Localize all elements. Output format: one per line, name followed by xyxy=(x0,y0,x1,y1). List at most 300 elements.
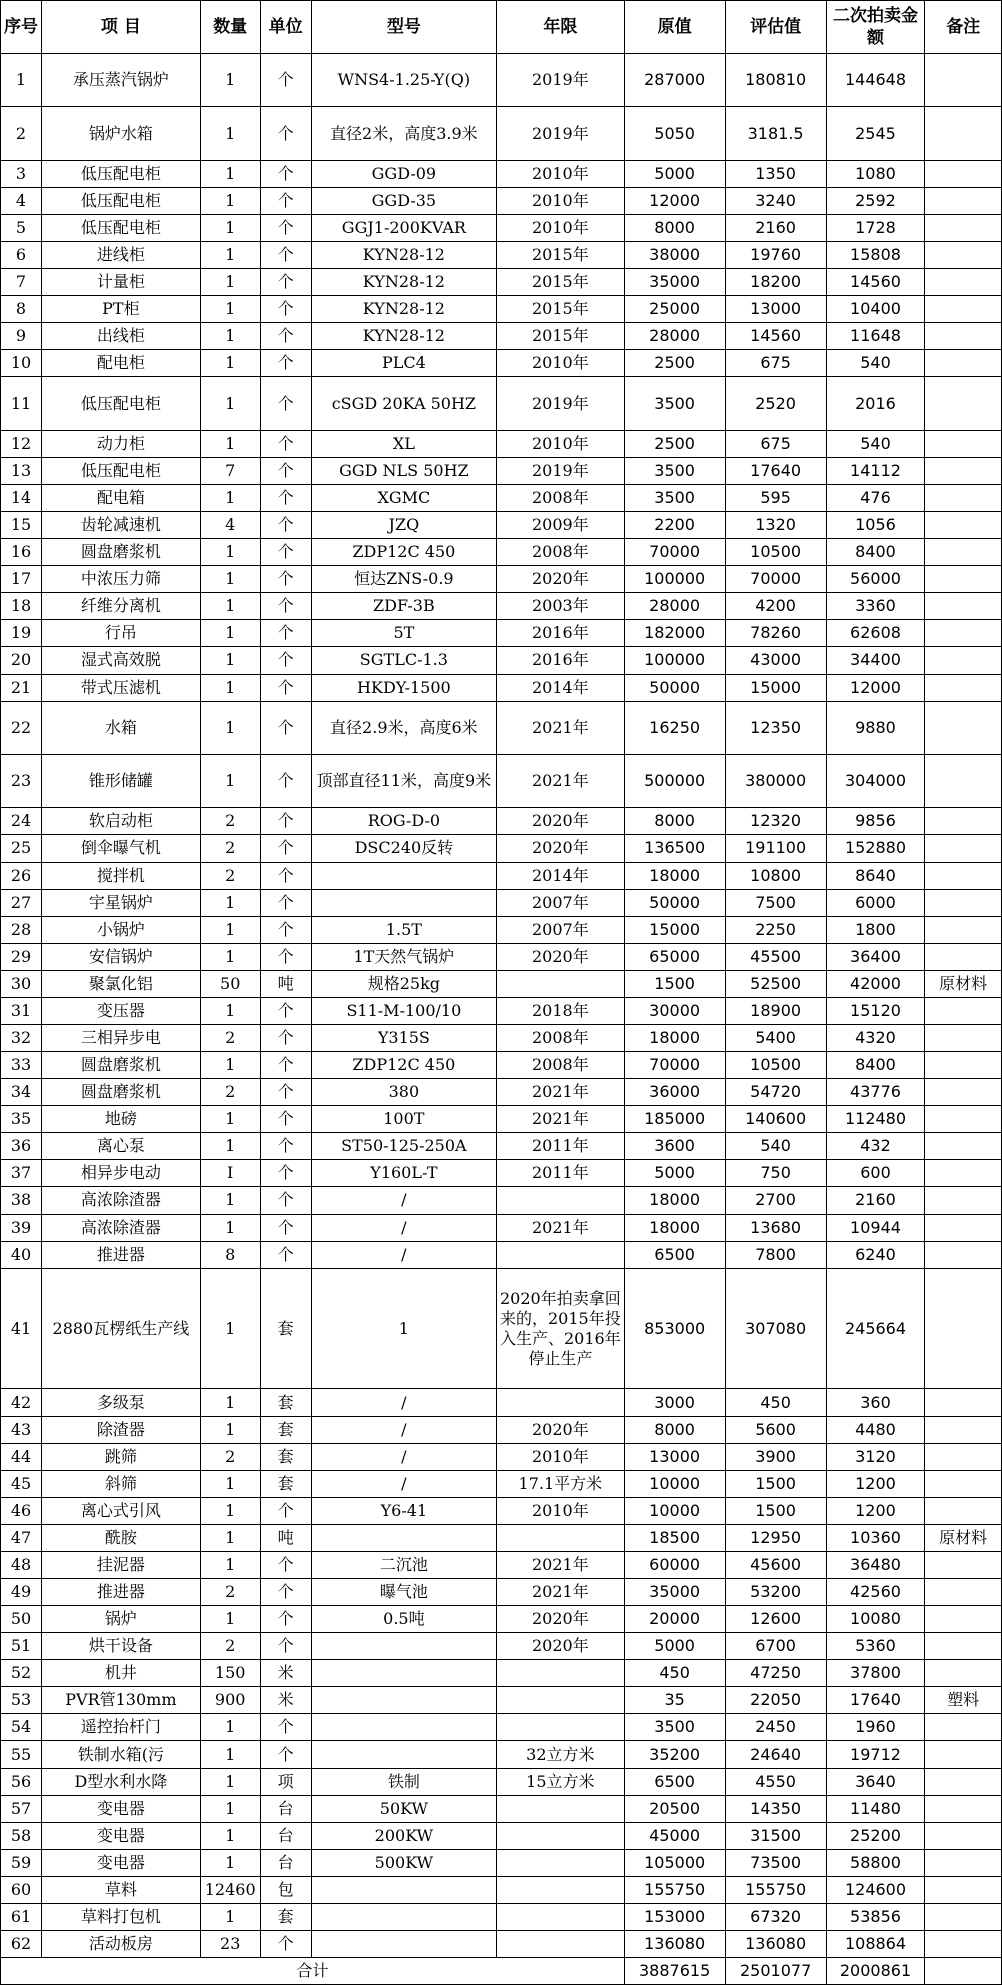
note-cell xyxy=(925,1660,1002,1687)
assessed-value-cell: 53200 xyxy=(725,1579,826,1606)
item-cell: 纤维分离机 xyxy=(42,593,201,620)
index-cell: 16 xyxy=(1,539,42,566)
item-cell: 烘干设备 xyxy=(42,1633,201,1660)
unit-cell: 个 xyxy=(260,1187,311,1214)
year-cell: 2018年 xyxy=(497,997,625,1024)
item-cell: 软启动柜 xyxy=(42,808,201,835)
index-cell: 23 xyxy=(1,754,42,807)
auction-amount-cell: 14560 xyxy=(826,269,925,296)
unit-cell: 套 xyxy=(260,1389,311,1416)
table-row xyxy=(1,1660,1002,1687)
assessed-value-cell: 10500 xyxy=(725,539,826,566)
item-cell: 进线柜 xyxy=(42,242,201,269)
note-cell xyxy=(925,1741,1002,1768)
year-cell: 2010年 xyxy=(497,214,625,241)
model-cell: 二沉池 xyxy=(311,1551,496,1578)
assessed-value-cell: 450 xyxy=(725,1389,826,1416)
original-value-cell: 70000 xyxy=(624,539,725,566)
index-cell: 56 xyxy=(1,1768,42,1795)
auction-amount-cell: 8640 xyxy=(826,862,925,889)
original-value-cell: 450 xyxy=(624,1660,725,1687)
item-cell: 带式压滤机 xyxy=(42,674,201,701)
unit-cell: 个 xyxy=(260,1214,311,1241)
unit-cell: 个 xyxy=(260,808,311,835)
qty-cell: 1 xyxy=(200,1052,260,1079)
note-cell xyxy=(925,1768,1002,1795)
year-cell: 2020年 xyxy=(497,835,625,862)
auction-amount-cell: 19712 xyxy=(826,1741,925,1768)
assessed-value-cell: 70000 xyxy=(725,566,826,593)
item-cell: 2880瓦楞纸生产线 xyxy=(42,1268,201,1389)
original-value-cell: 2500 xyxy=(624,430,725,457)
original-value-cell: 18000 xyxy=(624,862,725,889)
assessed-value-cell: 191100 xyxy=(725,835,826,862)
auction-amount-cell: 3120 xyxy=(826,1443,925,1470)
original-value-cell: 6500 xyxy=(624,1768,725,1795)
model-cell: GGD NLS 50HZ xyxy=(311,457,496,484)
qty-cell: 1 xyxy=(200,1849,260,1876)
note-cell xyxy=(925,1795,1002,1822)
note-cell xyxy=(925,835,1002,862)
auction-amount-cell: 15808 xyxy=(826,242,925,269)
col-assessed-header: 评估值 xyxy=(725,1,826,54)
auction-amount-cell: 540 xyxy=(826,350,925,377)
auction-amount-cell: 58800 xyxy=(826,1849,925,1876)
note-cell xyxy=(925,1106,1002,1133)
index-cell: 50 xyxy=(1,1606,42,1633)
table-row xyxy=(1,862,1002,889)
model-cell: 50KW xyxy=(311,1795,496,1822)
assessed-value-cell: 1350 xyxy=(725,160,826,187)
unit-cell: 个 xyxy=(260,1079,311,1106)
model-cell xyxy=(311,889,496,916)
index-cell: 46 xyxy=(1,1497,42,1524)
original-value-cell: 13000 xyxy=(624,1443,725,1470)
original-value-cell: 50000 xyxy=(624,674,725,701)
index-cell: 26 xyxy=(1,862,42,889)
item-cell: 湿式高效脱 xyxy=(42,647,201,674)
note-cell xyxy=(925,1849,1002,1876)
unit-cell: 米 xyxy=(260,1687,311,1714)
note-cell xyxy=(925,1497,1002,1524)
assessed-value-cell: 22050 xyxy=(725,1687,826,1714)
index-cell: 40 xyxy=(1,1241,42,1268)
assessed-value-cell: 675 xyxy=(725,430,826,457)
index-cell: 21 xyxy=(1,674,42,701)
table-row xyxy=(1,1931,1002,1958)
table-row xyxy=(1,620,1002,647)
note-cell xyxy=(925,701,1002,754)
assessed-value-cell: 155750 xyxy=(725,1876,826,1903)
qty-cell: 1 xyxy=(200,1268,260,1389)
table-row xyxy=(1,187,1002,214)
assessed-value-cell: 10800 xyxy=(725,862,826,889)
note-cell xyxy=(925,754,1002,807)
assessed-value-cell: 750 xyxy=(725,1160,826,1187)
item-cell: 挂泥器 xyxy=(42,1551,201,1578)
index-cell: 19 xyxy=(1,620,42,647)
note-cell xyxy=(925,214,1002,241)
assessed-value-cell: 13000 xyxy=(725,296,826,323)
year-cell xyxy=(497,1389,625,1416)
qty-cell: 1 xyxy=(200,296,260,323)
col-year-header: 年限 xyxy=(497,1,625,54)
auction-amount-cell: 2160 xyxy=(826,1187,925,1214)
table-row xyxy=(1,512,1002,539)
index-cell: 49 xyxy=(1,1579,42,1606)
assessed-value-cell: 18900 xyxy=(725,997,826,1024)
note-cell xyxy=(925,1579,1002,1606)
note-cell xyxy=(925,647,1002,674)
unit-cell: 个 xyxy=(260,997,311,1024)
auction-amount-cell: 4320 xyxy=(826,1024,925,1051)
original-value-cell: 5000 xyxy=(624,160,725,187)
unit-cell: 套 xyxy=(260,1416,311,1443)
model-cell: Y160L-T xyxy=(311,1160,496,1187)
note-cell xyxy=(925,1551,1002,1578)
index-cell: 38 xyxy=(1,1187,42,1214)
qty-cell: 1 xyxy=(200,1714,260,1741)
year-cell: 2014年 xyxy=(497,862,625,889)
original-value-cell: 8000 xyxy=(624,1416,725,1443)
item-cell: 圆盘磨浆机 xyxy=(42,539,201,566)
model-cell: GGD-35 xyxy=(311,187,496,214)
year-cell xyxy=(497,1903,625,1930)
qty-cell: 23 xyxy=(200,1931,260,1958)
item-cell: 计量柜 xyxy=(42,269,201,296)
unit-cell: 个 xyxy=(260,1741,311,1768)
index-cell: 18 xyxy=(1,593,42,620)
assessed-value-cell: 45600 xyxy=(725,1551,826,1578)
total-original-value: 3887615 xyxy=(624,1958,725,1985)
auction-amount-cell: 25200 xyxy=(826,1822,925,1849)
note-cell xyxy=(925,566,1002,593)
assessed-value-cell: 17640 xyxy=(725,457,826,484)
note-cell xyxy=(925,1822,1002,1849)
table-row xyxy=(1,430,1002,457)
auction-amount-cell: 8400 xyxy=(826,1052,925,1079)
unit-cell: 个 xyxy=(260,242,311,269)
item-cell: 搅拌机 xyxy=(42,862,201,889)
table-row xyxy=(1,457,1002,484)
year-cell xyxy=(497,1714,625,1741)
unit-cell: 个 xyxy=(260,377,311,430)
note-cell xyxy=(925,1443,1002,1470)
model-cell: 1 xyxy=(311,1268,496,1389)
note-cell xyxy=(925,54,1002,107)
original-value-cell: 3500 xyxy=(624,484,725,511)
year-cell: 2010年 xyxy=(497,350,625,377)
item-cell: 多级泵 xyxy=(42,1389,201,1416)
table-row xyxy=(1,1795,1002,1822)
unit-cell: 吨 xyxy=(260,970,311,997)
assessed-value-cell: 3900 xyxy=(725,1443,826,1470)
table-row xyxy=(1,1606,1002,1633)
auction-amount-cell: 152880 xyxy=(826,835,925,862)
original-value-cell: 10000 xyxy=(624,1497,725,1524)
year-cell: 2016年 xyxy=(497,647,625,674)
assessed-value-cell: 31500 xyxy=(725,1822,826,1849)
model-cell: 100T xyxy=(311,1106,496,1133)
assessed-value-cell: 78260 xyxy=(725,620,826,647)
item-cell: 酰胺 xyxy=(42,1524,201,1551)
auction-amount-cell: 1200 xyxy=(826,1497,925,1524)
unit-cell: 个 xyxy=(260,1931,311,1958)
item-cell: 推进器 xyxy=(42,1579,201,1606)
model-cell: KYN28-12 xyxy=(311,242,496,269)
item-cell: 出线柜 xyxy=(42,323,201,350)
model-cell: DSC240反转 xyxy=(311,835,496,862)
unit-cell: 套 xyxy=(260,1268,311,1389)
table-row xyxy=(1,701,1002,754)
index-cell: 3 xyxy=(1,160,42,187)
original-value-cell: 8000 xyxy=(624,214,725,241)
auction-amount-cell: 124600 xyxy=(826,1876,925,1903)
index-cell: 48 xyxy=(1,1551,42,1578)
model-cell: 0.5吨 xyxy=(311,1606,496,1633)
model-cell xyxy=(311,1687,496,1714)
note-cell xyxy=(925,1416,1002,1443)
qty-cell: 2 xyxy=(200,1024,260,1051)
note-cell xyxy=(925,1876,1002,1903)
index-cell: 60 xyxy=(1,1876,42,1903)
auction-amount-cell: 42560 xyxy=(826,1579,925,1606)
year-cell xyxy=(497,1660,625,1687)
item-cell: 斜筛 xyxy=(42,1470,201,1497)
table-row xyxy=(1,1268,1002,1389)
model-cell: ZDP12C 450 xyxy=(311,1052,496,1079)
unit-cell: 个 xyxy=(260,1633,311,1660)
unit-cell: 台 xyxy=(260,1795,311,1822)
model-cell: / xyxy=(311,1416,496,1443)
qty-cell: 1 xyxy=(200,701,260,754)
table-row xyxy=(1,377,1002,430)
table-row xyxy=(1,1079,1002,1106)
unit-cell: 台 xyxy=(260,1849,311,1876)
auction-amount-cell: 10360 xyxy=(826,1524,925,1551)
original-value-cell: 8000 xyxy=(624,808,725,835)
unit-cell: 个 xyxy=(260,1024,311,1051)
year-cell: 2021年 xyxy=(497,1079,625,1106)
auction-amount-cell: 112480 xyxy=(826,1106,925,1133)
qty-cell: 1 xyxy=(200,1903,260,1930)
model-cell: / xyxy=(311,1470,496,1497)
auction-amount-cell: 37800 xyxy=(826,1660,925,1687)
note-cell xyxy=(925,269,1002,296)
auction-amount-cell: 36400 xyxy=(826,943,925,970)
auction-amount-cell: 8400 xyxy=(826,539,925,566)
table-row xyxy=(1,1633,1002,1660)
table-row xyxy=(1,1579,1002,1606)
unit-cell: 个 xyxy=(260,1052,311,1079)
item-cell: 地磅 xyxy=(42,1106,201,1133)
unit-cell: 套 xyxy=(260,1443,311,1470)
item-cell: 齿轮减速机 xyxy=(42,512,201,539)
original-value-cell: 5000 xyxy=(624,1633,725,1660)
model-cell: JZQ xyxy=(311,512,496,539)
auction-amount-cell: 476 xyxy=(826,484,925,511)
model-cell xyxy=(311,1714,496,1741)
total-auction-amount: 2000861 xyxy=(826,1958,925,1985)
qty-cell: 150 xyxy=(200,1660,260,1687)
table-row xyxy=(1,107,1002,160)
total-row xyxy=(1,1958,1002,1985)
qty-cell: 4 xyxy=(200,512,260,539)
original-value-cell: 100000 xyxy=(624,647,725,674)
auction-amount-cell: 144648 xyxy=(826,54,925,107)
item-cell: 圆盘磨浆机 xyxy=(42,1052,201,1079)
qty-cell: 1 xyxy=(200,1416,260,1443)
original-value-cell: 50000 xyxy=(624,889,725,916)
item-cell: 铁制水箱(污 xyxy=(42,1741,201,1768)
item-cell: 草料 xyxy=(42,1876,201,1903)
qty-cell: 1 xyxy=(200,1768,260,1795)
model-cell: S11-M-100/10 xyxy=(311,997,496,1024)
auction-amount-cell: 34400 xyxy=(826,647,925,674)
year-cell: 2015年 xyxy=(497,323,625,350)
unit-cell: 个 xyxy=(260,457,311,484)
assessed-value-cell: 3181.5 xyxy=(725,107,826,160)
auction-amount-cell: 540 xyxy=(826,430,925,457)
auction-amount-cell: 2016 xyxy=(826,377,925,430)
year-cell xyxy=(497,1187,625,1214)
unit-cell: 个 xyxy=(260,350,311,377)
item-cell: 水箱 xyxy=(42,701,201,754)
assessed-value-cell: 10500 xyxy=(725,1052,826,1079)
note-cell xyxy=(925,350,1002,377)
qty-cell: 1 xyxy=(200,160,260,187)
item-cell: 变电器 xyxy=(42,1849,201,1876)
auction-amount-cell: 1080 xyxy=(826,160,925,187)
auction-amount-cell: 108864 xyxy=(826,1931,925,1958)
auction-amount-cell: 360 xyxy=(826,1389,925,1416)
item-cell: 宇星锅炉 xyxy=(42,889,201,916)
table-row xyxy=(1,1024,1002,1051)
col-unit-header: 单位 xyxy=(260,1,311,54)
qty-cell: 1 xyxy=(200,269,260,296)
model-cell xyxy=(311,1903,496,1930)
auction-amount-cell: 15120 xyxy=(826,997,925,1024)
original-value-cell: 3000 xyxy=(624,1389,725,1416)
item-cell: 遥控抬杆门 xyxy=(42,1714,201,1741)
qty-cell: 1 xyxy=(200,187,260,214)
table-row xyxy=(1,593,1002,620)
item-cell: 承压蒸汽锅炉 xyxy=(42,54,201,107)
auction-amount-cell: 1056 xyxy=(826,512,925,539)
note-cell xyxy=(925,484,1002,511)
qty-cell: 8 xyxy=(200,1241,260,1268)
year-cell: 2008年 xyxy=(497,1052,625,1079)
original-value-cell: 65000 xyxy=(624,943,725,970)
total-assessed-value: 2501077 xyxy=(725,1958,826,1985)
qty-cell: 2 xyxy=(200,1079,260,1106)
qty-cell: 12460 xyxy=(200,1876,260,1903)
note-cell xyxy=(925,1606,1002,1633)
item-cell: 三相异步电 xyxy=(42,1024,201,1051)
assessed-value-cell: 1500 xyxy=(725,1497,826,1524)
note-cell xyxy=(925,187,1002,214)
year-cell: 2019年 xyxy=(497,377,625,430)
qty-cell: 1 xyxy=(200,1214,260,1241)
index-cell: 42 xyxy=(1,1389,42,1416)
unit-cell: 个 xyxy=(260,943,311,970)
original-value-cell: 35 xyxy=(624,1687,725,1714)
index-cell: 8 xyxy=(1,296,42,323)
year-cell: 2008年 xyxy=(497,539,625,566)
index-cell: 57 xyxy=(1,1795,42,1822)
assessed-value-cell: 15000 xyxy=(725,674,826,701)
qty-cell: 1 xyxy=(200,1606,260,1633)
qty-cell: 1 xyxy=(200,107,260,160)
index-cell: 2 xyxy=(1,107,42,160)
item-cell: 安信锅炉 xyxy=(42,943,201,970)
auction-amount-cell: 1728 xyxy=(826,214,925,241)
assessed-value-cell: 52500 xyxy=(725,970,826,997)
index-cell: 6 xyxy=(1,242,42,269)
note-cell xyxy=(925,1133,1002,1160)
note-cell xyxy=(925,889,1002,916)
table-row xyxy=(1,242,1002,269)
original-value-cell: 18000 xyxy=(624,1024,725,1051)
auction-amount-cell: 432 xyxy=(826,1133,925,1160)
year-cell: 2011年 xyxy=(497,1160,625,1187)
year-cell: 2015年 xyxy=(497,242,625,269)
total-note xyxy=(925,1958,1002,1985)
index-cell: 5 xyxy=(1,214,42,241)
note-cell xyxy=(925,1389,1002,1416)
year-cell: 2019年 xyxy=(497,457,625,484)
item-cell: 跳筛 xyxy=(42,1443,201,1470)
index-cell: 59 xyxy=(1,1849,42,1876)
table-row xyxy=(1,1524,1002,1551)
assessed-value-cell: 5400 xyxy=(725,1024,826,1051)
original-value-cell: 70000 xyxy=(624,1052,725,1079)
table-row xyxy=(1,1443,1002,1470)
index-cell: 54 xyxy=(1,1714,42,1741)
model-cell: ST50-125-250A xyxy=(311,1133,496,1160)
year-cell: 2010年 xyxy=(497,187,625,214)
item-cell: 高浓除渣器 xyxy=(42,1187,201,1214)
item-cell: 动力柜 xyxy=(42,430,201,457)
qty-cell: 1 xyxy=(200,593,260,620)
index-cell: 24 xyxy=(1,808,42,835)
table-row xyxy=(1,1714,1002,1741)
index-cell: 4 xyxy=(1,187,42,214)
qty-cell: 1 xyxy=(200,350,260,377)
unit-cell: 个 xyxy=(260,647,311,674)
item-cell: 配电箱 xyxy=(42,484,201,511)
assessed-value-cell: 5600 xyxy=(725,1416,826,1443)
year-cell xyxy=(497,1931,625,1958)
original-value-cell: 3500 xyxy=(624,1714,725,1741)
model-cell: 直径2米，高度3.9米 xyxy=(311,107,496,160)
item-cell: 推进器 xyxy=(42,1241,201,1268)
index-cell: 15 xyxy=(1,512,42,539)
note-cell xyxy=(925,1214,1002,1241)
note-cell xyxy=(925,296,1002,323)
col-model-header: 型号 xyxy=(311,1,496,54)
index-cell: 43 xyxy=(1,1416,42,1443)
table-row xyxy=(1,1687,1002,1714)
model-cell xyxy=(311,1524,496,1551)
assessed-value-cell: 73500 xyxy=(725,1849,826,1876)
item-cell: D型水利水降 xyxy=(42,1768,201,1795)
year-cell xyxy=(497,1687,625,1714)
model-cell xyxy=(311,1660,496,1687)
qty-cell: 1 xyxy=(200,916,260,943)
index-cell: 27 xyxy=(1,889,42,916)
assessed-value-cell: 1500 xyxy=(725,1470,826,1497)
